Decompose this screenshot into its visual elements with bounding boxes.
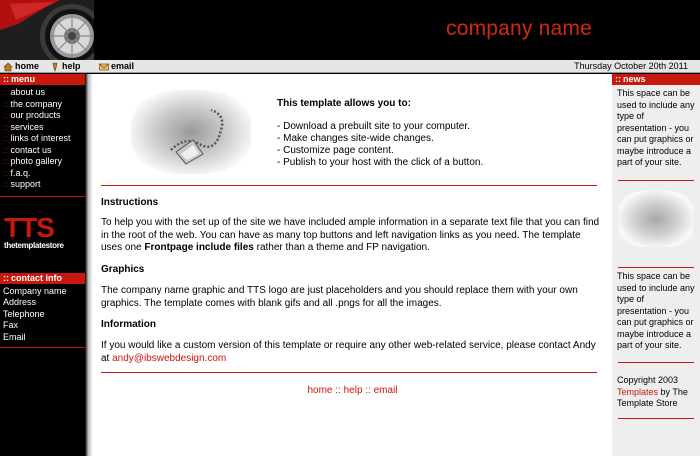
- footer-link-home[interactable]: home: [307, 385, 333, 396]
- site-header: [0, 0, 700, 60]
- information-text: [101, 340, 601, 365]
- news-text-2: This space can be used to include any type of presentation - you can put graphics or maybe introduce a part of your site.: [617, 271, 695, 350]
- nav-help[interactable]: [50, 61, 81, 72]
- left-sidebar: [0, 74, 85, 456]
- hero-feature-item: - Customize page content.: [277, 145, 394, 156]
- hero-feature-item: - Make changes site-wide changes.: [277, 133, 434, 144]
- nav-email[interactable]: [99, 61, 134, 72]
- current-date: Thursday October 20th 2011: [574, 61, 688, 71]
- bullet-icon: ::: [3, 134, 8, 143]
- menu-item-links-of-interest[interactable]: [3, 133, 85, 145]
- contact-info-header: [0, 273, 85, 284]
- bullet-icon: ::: [3, 168, 8, 178]
- menu-item-label: support: [10, 179, 41, 189]
- menu-item-support[interactable]: [3, 179, 85, 191]
- copyright-text: [612, 363, 700, 410]
- bullet-icon: ::: [3, 180, 8, 189]
- bullet-icon: ::: [3, 99, 8, 109]
- menu-item-about-us[interactable]: [3, 87, 85, 99]
- contact-info-list: [0, 284, 85, 344]
- tts-logo-subtitle: thetemplatestore: [4, 240, 64, 250]
- hero-title: This template allows you to:: [277, 98, 411, 109]
- footer-link-help[interactable]: help: [343, 385, 363, 396]
- news-image: [619, 191, 693, 247]
- bullet-icon: ::: [3, 111, 8, 120]
- hero-feature-item: - Publish to your host with the click of a button.: [277, 157, 484, 168]
- copyright-prefix: Copyright 2003: [617, 375, 679, 385]
- menu-item-label: the company: [10, 98, 62, 109]
- news-text: This space can be used to include any type of presentation - you can put graphics or maybe introduce a part of your site.: [617, 88, 695, 167]
- divider: [0, 347, 85, 348]
- menu-item-the-company[interactable]: [3, 99, 85, 111]
- hero-feature-list: [277, 121, 483, 169]
- instructions-heading: Instructions: [101, 197, 159, 208]
- footer-links: [93, 385, 612, 396]
- divider: [618, 180, 694, 181]
- bullet-icon: ::: [3, 122, 8, 132]
- menu-item-services[interactable]: [3, 122, 85, 134]
- company-name-logo[interactable]: company name: [446, 17, 592, 40]
- menu-item-faq[interactable]: [3, 168, 85, 180]
- copyright-suffix: by The Template Store: [617, 386, 688, 408]
- contact-address: Address: [3, 297, 37, 307]
- menu-title: menu: [11, 74, 36, 84]
- instructions-text: [101, 217, 601, 255]
- contact-company-name: Company name: [3, 285, 67, 296]
- bullet-icon: ::: [3, 157, 8, 166]
- divider: [101, 185, 597, 186]
- templates-link[interactable]: Templates: [617, 386, 659, 397]
- nav-home[interactable]: [3, 61, 39, 72]
- contact-email: Email: [3, 331, 26, 342]
- graphics-heading: Graphics: [101, 264, 145, 275]
- divider: [618, 418, 694, 419]
- divider: [101, 372, 597, 373]
- menu-item-label: about us: [10, 87, 45, 97]
- tts-logo-text: TTS: [4, 211, 54, 243]
- home-icon: [3, 62, 13, 72]
- menu-item-photo-gallery[interactable]: [3, 156, 85, 168]
- menu-item-label: photo gallery: [10, 156, 62, 166]
- contact-email-link[interactable]: andy@ibswebdesign.com: [112, 352, 227, 364]
- left-menu: [0, 85, 85, 191]
- menu-item-label: links of interest: [10, 133, 71, 143]
- menu-item-our-products[interactable]: [3, 110, 85, 122]
- nav-help-label: help: [62, 61, 81, 71]
- dots-icon: ::: [3, 74, 9, 84]
- top-navigation: [0, 60, 700, 73]
- instructions-text-part: rather than a theme and FP navigation.: [253, 242, 430, 253]
- help-icon: [50, 62, 60, 72]
- graphics-text: The company name graphic and TTS logo are just placeholders and you should replace them with your own graphics. The template comes with blank gifs and all .pngs for all the images.: [101, 285, 578, 309]
- dots-icon: ::: [3, 272, 9, 283]
- news-title: news: [623, 74, 646, 84]
- sidebar-shadow: [85, 74, 93, 456]
- nav-home-label: home: [15, 61, 40, 71]
- bullet-icon: ::: [3, 145, 8, 155]
- hero-jewelry-image: [131, 90, 251, 174]
- contact-info-title: contact info: [11, 272, 62, 283]
- news-header: [612, 74, 700, 85]
- dots-icon: ::: [615, 74, 621, 84]
- email-icon: [99, 62, 109, 72]
- bullet-icon: ::: [3, 88, 8, 97]
- contact-fax: Fax: [3, 320, 19, 330]
- right-sidebar: [612, 74, 700, 456]
- footer-separator: ::: [332, 385, 344, 396]
- menu-item-label: services: [10, 121, 44, 132]
- header-motorcycle-image: [0, 0, 110, 60]
- information-heading: Information: [101, 319, 156, 330]
- menu-item-label: contact us: [10, 144, 52, 155]
- contact-telephone: Telephone: [3, 308, 45, 319]
- main-content: [93, 74, 612, 456]
- nav-email-label: email: [111, 61, 135, 71]
- menu-item-label: our products: [10, 110, 61, 120]
- footer-link-email[interactable]: email: [373, 385, 398, 396]
- tts-logo[interactable]: [0, 197, 85, 267]
- menu-item-label: f.a.q.: [10, 167, 31, 178]
- instructions-bold-text: Frontpage include files: [144, 242, 254, 253]
- information-text-part: If you would like a custom version of this template or require any other web-related service, please contact Andy at: [101, 340, 596, 364]
- menu-item-contact-us[interactable]: [3, 145, 85, 157]
- footer-separator: ::: [362, 385, 374, 396]
- menu-header: [0, 74, 85, 85]
- instructions-text-part: To help you with the set up of the site we have included ample information in a separate text file that you can find in the root of the web. You can have as many top buttons and left navigation links as you need. The template uses one: [101, 217, 600, 253]
- hero-feature-item: - Download a prebuilt site to your computer.: [277, 121, 470, 132]
